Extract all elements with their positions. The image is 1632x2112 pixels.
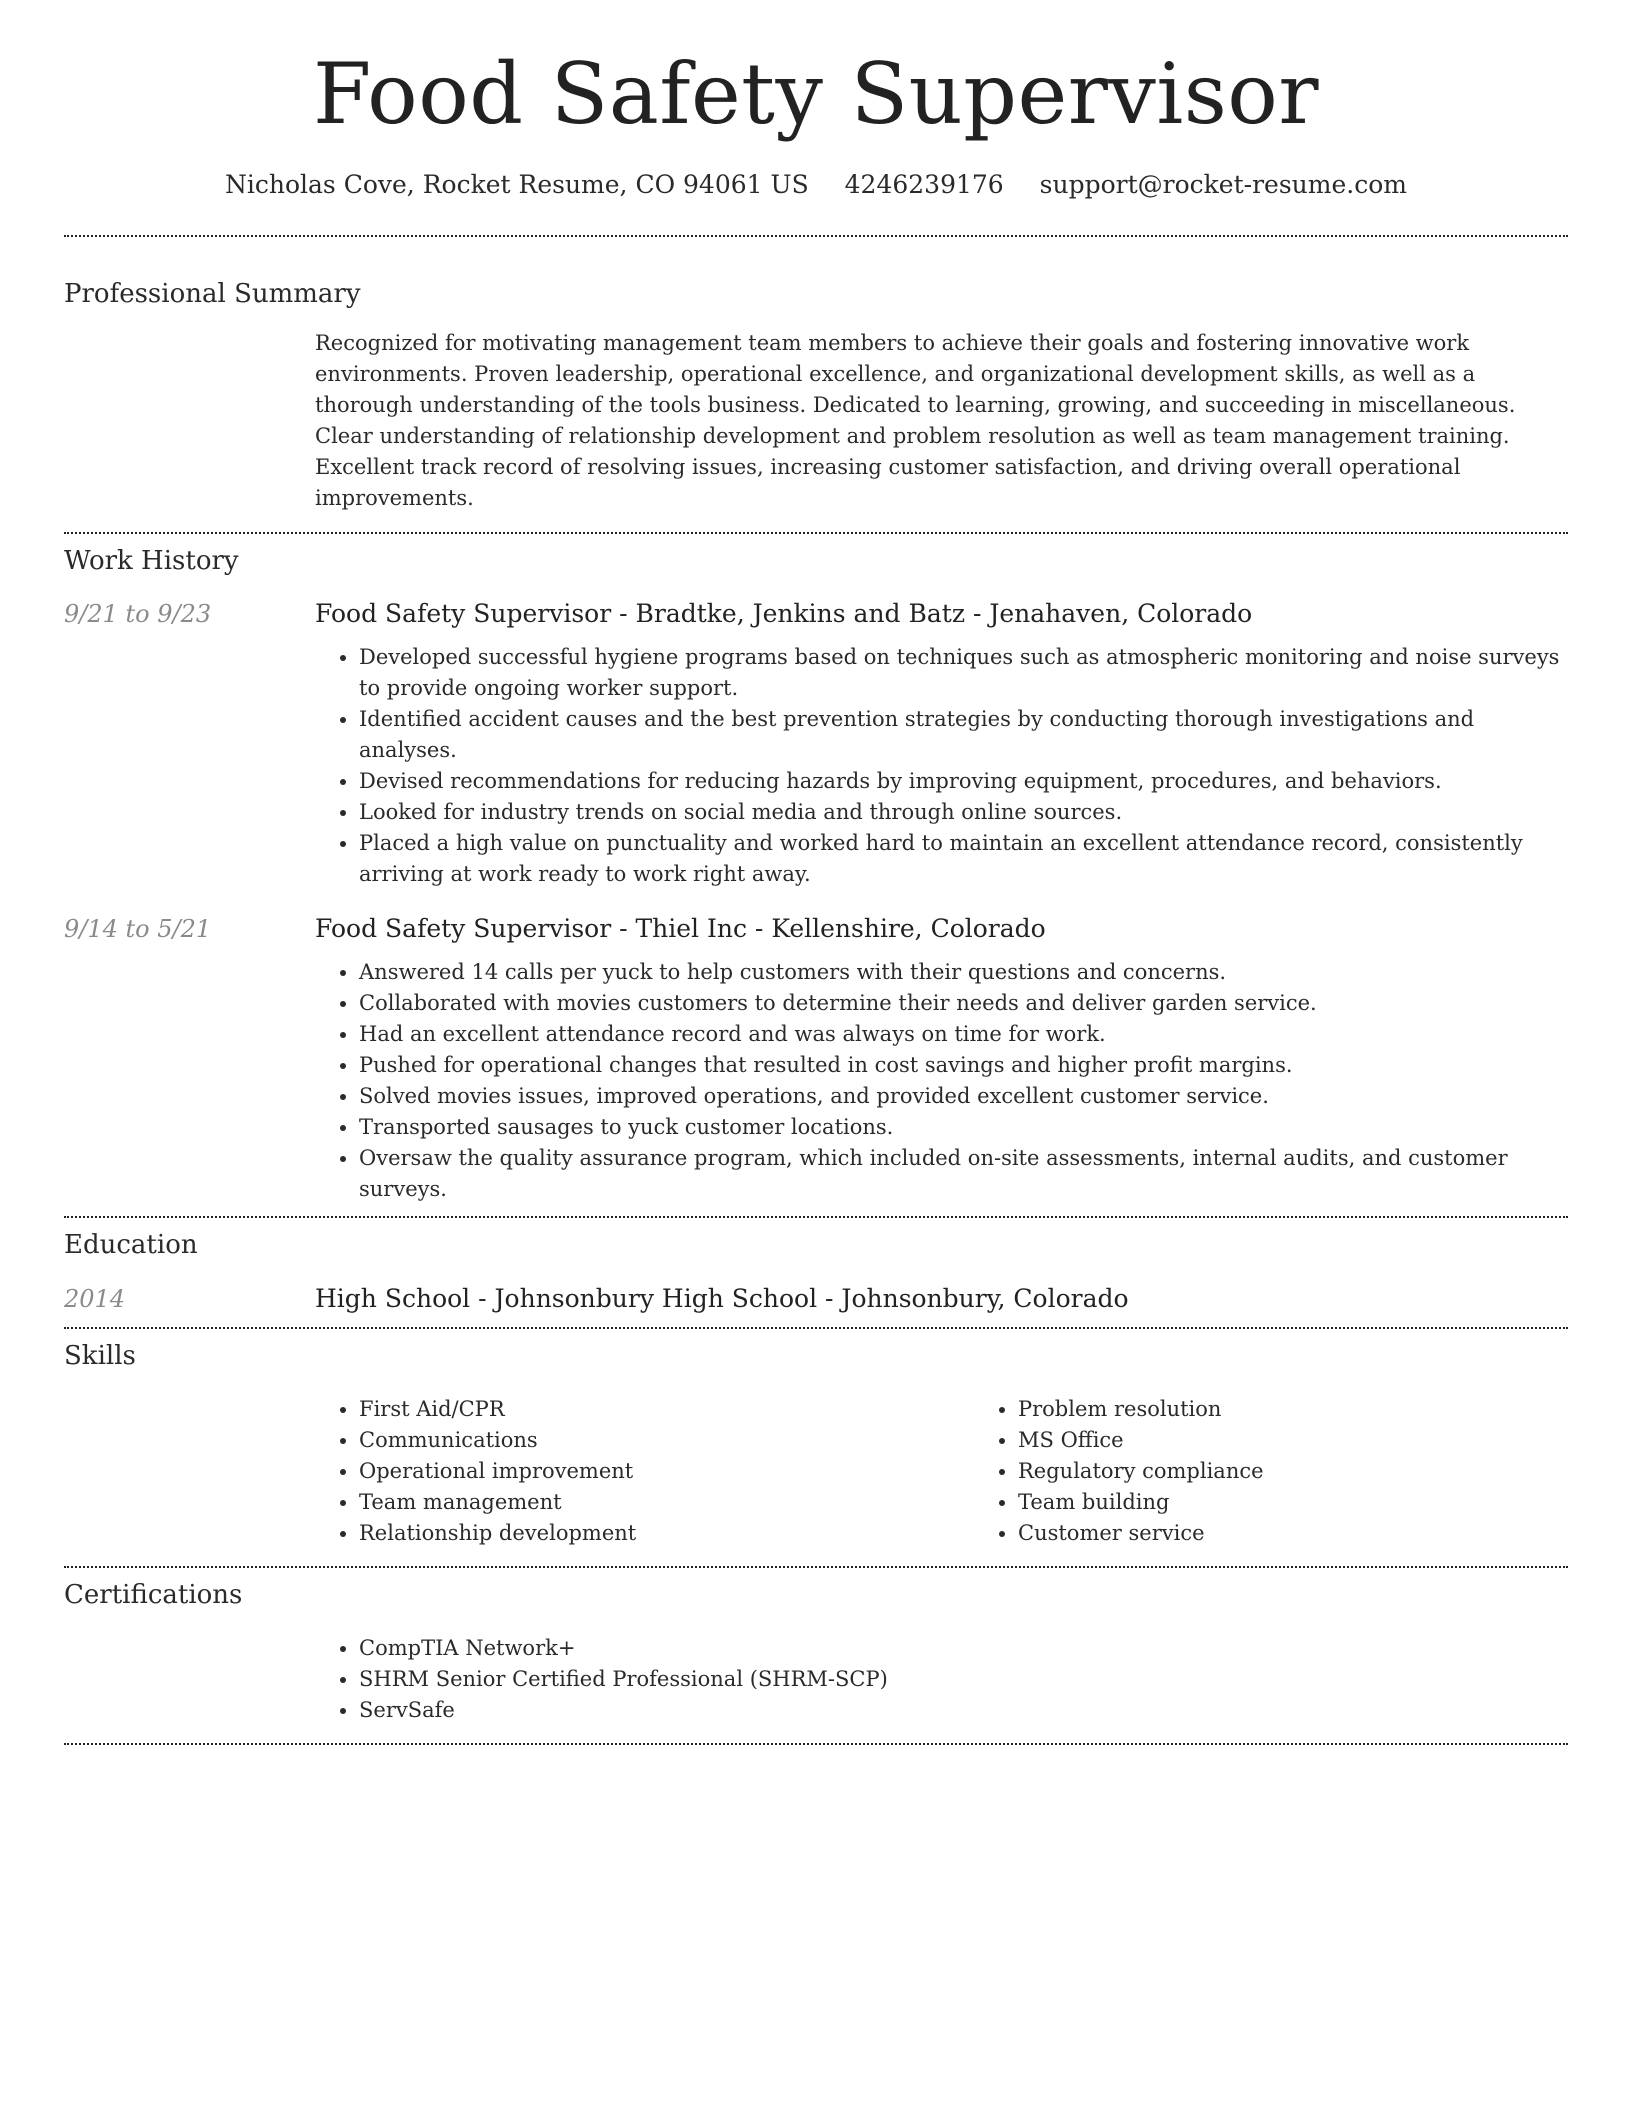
list-item: • Regulatory compliance bbox=[1018, 1456, 1632, 1487]
list-item: • Problem resolution bbox=[1018, 1394, 1632, 1425]
list-item: • Relationship development bbox=[359, 1518, 974, 1549]
education-year: 2014 bbox=[64, 1285, 126, 1313]
contact-email: support@rocket-resume.com bbox=[1039, 170, 1407, 199]
certifications-section bbox=[64, 1580, 1568, 1726]
list-item: • Collaborated with movies customers to determine their needs and deliver garden service. bbox=[359, 988, 1568, 1019]
list-item: • Devised recommendations for reducing hazards by improving equipment, procedures, and behaviors. bbox=[359, 766, 1568, 797]
section-divider bbox=[64, 1327, 1568, 1329]
skills-section bbox=[64, 1341, 1568, 1549]
summary-section bbox=[64, 279, 1568, 514]
skills-heading: Skills bbox=[64, 1341, 136, 1371]
list-item: • Had an excellent attendance record and was always on time for work. bbox=[359, 1019, 1568, 1050]
education-heading: Education bbox=[64, 1230, 198, 1260]
job-title: Food Safety Supervisor - Bradtke, Jenkins and Batz - Jenahaven, Colorado bbox=[315, 599, 1253, 628]
job-bullets bbox=[315, 642, 1568, 890]
section-divider bbox=[64, 1566, 1568, 1568]
resume-header bbox=[64, 0, 1568, 199]
list-item: • Team building bbox=[1018, 1487, 1632, 1518]
section-divider bbox=[64, 532, 1568, 534]
list-item: • Solved movies issues, improved operations, and provided excellent customer service. bbox=[359, 1081, 1568, 1112]
list-item: • Identified accident causes and the best prevention strategies by conducting thorough investigations and analyses. bbox=[359, 704, 1568, 766]
list-item: • CompTIA Network+ bbox=[359, 1633, 1568, 1664]
section-divider bbox=[64, 1216, 1568, 1218]
skills-list-left bbox=[315, 1394, 974, 1549]
list-item: • MS Office bbox=[1018, 1425, 1632, 1456]
education-entry bbox=[64, 1284, 1568, 1313]
list-item: • Transported sausages to yuck customer locations. bbox=[359, 1112, 1568, 1143]
list-item: • Team management bbox=[359, 1487, 974, 1518]
job-title: Food Safety Supervisor - Thiel Inc - Kellenshire, Colorado bbox=[315, 914, 1046, 943]
candidate-name: Food Safety Supervisor bbox=[312, 45, 1320, 143]
list-item: • First Aid/CPR bbox=[359, 1394, 974, 1425]
list-item: • Communications bbox=[359, 1425, 974, 1456]
list-item: • Placed a high value on punctuality and worked hard to maintain an excellent attendance record, consistently arriving at work ready to work right away. bbox=[359, 828, 1568, 890]
section-divider bbox=[64, 1743, 1568, 1745]
work-history-section bbox=[64, 546, 1568, 1205]
job-entry bbox=[64, 914, 1568, 1205]
list-item: • Looked for industry trends on social media and through online sources. bbox=[359, 797, 1568, 828]
job-entry bbox=[64, 599, 1568, 890]
list-item: • Operational improvement bbox=[359, 1456, 974, 1487]
contact-address: Nicholas Cove, Rocket Resume, CO 94061 US bbox=[225, 170, 809, 199]
job-bullets bbox=[315, 957, 1568, 1205]
job-dates: 9/21 to 9/23 bbox=[64, 600, 212, 628]
section-divider bbox=[64, 235, 1568, 237]
education-title: High School - Johnsonbury High School - Johnsonbury, Colorado bbox=[315, 1284, 1129, 1313]
contact-phone: 4246239176 bbox=[844, 170, 1004, 199]
work-history-heading: Work History bbox=[64, 546, 239, 576]
list-item: • ServSafe bbox=[359, 1695, 1568, 1726]
job-dates: 9/14 to 5/21 bbox=[64, 915, 212, 943]
list-item: • SHRM Senior Certified Professional (SHRM-SCP) bbox=[359, 1664, 1568, 1695]
summary-heading: Professional Summary bbox=[64, 279, 361, 309]
list-item: • Answered 14 calls per yuck to help customers with their questions and concerns. bbox=[359, 957, 1568, 988]
skills-list-right bbox=[974, 1394, 1632, 1549]
contact-line bbox=[64, 170, 1568, 199]
list-item: • Customer service bbox=[1018, 1518, 1632, 1549]
certifications-heading: Certifications bbox=[64, 1580, 243, 1610]
list-item: • Oversaw the quality assurance program, which included on-site assessments, internal audits, and customer surveys. bbox=[359, 1143, 1568, 1205]
summary-text: Recognized for motivating management team members to achieve their goals and fostering innovative work environments. Proven leadership, operational excellence, and organizational development skills, as well as a thorough understanding of the tools business. Dedicated to learning, growing, and succeeding in miscellaneous. Clear understanding of relationship development and problem resolution as well as team management training. Excellent track record of resolving issues, increasing customer satisfaction, and driving overall operational improvements. bbox=[315, 331, 1516, 510]
list-item: • Pushed for operational changes that resulted in cost savings and higher profit margins. bbox=[359, 1050, 1568, 1081]
list-item: • Developed successful hygiene programs based on techniques such as atmospheric monitoring and noise surveys to provide ongoing worker support. bbox=[359, 642, 1568, 704]
education-section bbox=[64, 1230, 1568, 1313]
certifications-list bbox=[315, 1633, 1568, 1726]
